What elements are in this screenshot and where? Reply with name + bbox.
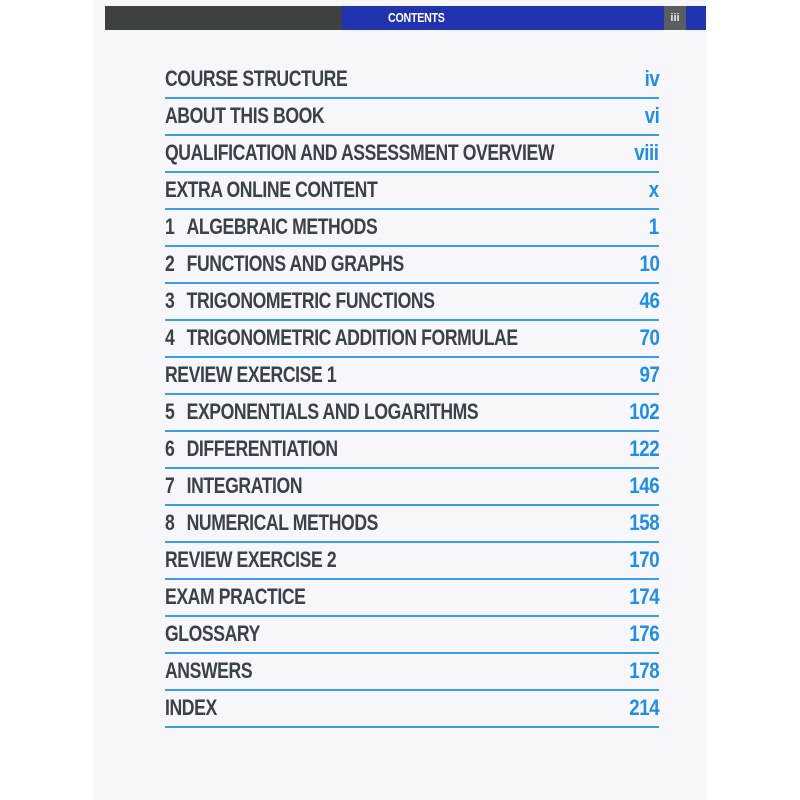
toc-entry-page: 174 (629, 584, 659, 609)
toc-entry-title: DIFFERENTIATION (186, 436, 338, 461)
toc-entry[interactable] (165, 432, 659, 469)
toc-entry-page: viii (634, 140, 659, 165)
chapter-number: 8 (165, 510, 175, 535)
toc-entry-label (165, 658, 252, 684)
toc-entry[interactable] (165, 395, 659, 432)
toc-entry-page: 70 (639, 325, 659, 350)
toc-entry-label (165, 584, 306, 610)
toc-entry-page: 214 (629, 695, 659, 720)
toc-entry-label (165, 547, 336, 573)
toc-entry-label (165, 473, 302, 499)
toc-entry-title: COURSE STRUCTURE (165, 66, 348, 91)
toc-entry-title: EXAM PRACTICE (165, 584, 306, 609)
toc-entry-title: FUNCTIONS AND GRAPHS (186, 251, 404, 276)
toc-entry-page: 46 (639, 288, 659, 313)
toc-entry-label (165, 177, 377, 203)
toc-entry[interactable] (165, 62, 659, 99)
toc-entry-page: 102 (629, 399, 659, 424)
toc-entry-title: REVIEW EXERCISE 2 (165, 547, 337, 572)
toc-entry[interactable] (165, 247, 659, 284)
chapter-number: 4 (165, 325, 175, 350)
toc-entry-label (165, 251, 404, 277)
toc-entry-label (165, 214, 377, 240)
page-header-bar (105, 6, 706, 30)
toc-entry-page: 10 (639, 251, 659, 276)
toc-entry-page: 97 (639, 362, 659, 387)
toc-entry-page: 178 (629, 658, 659, 683)
toc-entry-page: 176 (629, 621, 659, 646)
toc-entry[interactable] (165, 358, 659, 395)
toc-entry-title: QUALIFICATION AND ASSESSMENT OVERVIEW (165, 140, 555, 165)
toc-entry-title: TRIGONOMETRIC ADDITION FORMULAE (186, 325, 518, 350)
toc-entry-label (165, 399, 478, 425)
toc-entry[interactable] (165, 617, 659, 654)
toc-entry[interactable] (165, 173, 659, 210)
table-of-contents (165, 62, 659, 728)
toc-entry-page: 170 (629, 547, 659, 572)
toc-entry-page: x (649, 177, 659, 202)
toc-entry-title: TRIGONOMETRIC FUNCTIONS (186, 288, 435, 313)
toc-entry-label (165, 362, 336, 388)
toc-entry-title: EXTRA ONLINE CONTENT (165, 177, 378, 202)
toc-entry[interactable] (165, 654, 659, 691)
toc-entry[interactable] (165, 580, 659, 617)
chapter-number: 7 (165, 473, 175, 498)
toc-entry-label (165, 510, 378, 536)
toc-entry[interactable] (165, 99, 659, 136)
page-number: iii (664, 6, 686, 30)
toc-entry-page: iv (644, 66, 659, 91)
toc-entry-page: vi (644, 103, 659, 128)
toc-entry[interactable] (165, 210, 659, 247)
toc-entry-title: INTEGRATION (186, 473, 303, 498)
toc-entry-label (165, 66, 347, 92)
chapter-number: 5 (165, 399, 175, 424)
toc-entry-label (165, 436, 338, 462)
toc-entry-title: EXPONENTIALS AND LOGARITHMS (186, 399, 479, 424)
toc-entry[interactable] (165, 136, 659, 173)
chapter-number: 6 (165, 436, 175, 461)
toc-entry-label (165, 103, 324, 129)
toc-entry-page: 122 (629, 436, 659, 461)
toc-entry-title: ALGEBRAIC METHODS (186, 214, 378, 239)
chapter-number: 2 (165, 251, 175, 276)
toc-entry-page: 1 (649, 214, 659, 239)
toc-entry[interactable] (165, 543, 659, 580)
toc-entry-title: ABOUT THIS BOOK (165, 103, 325, 128)
toc-entry-page: 158 (629, 510, 659, 535)
toc-entry[interactable] (165, 469, 659, 506)
toc-entry-title: INDEX (165, 695, 217, 720)
section-title: CONTENTS (388, 10, 445, 25)
toc-entry[interactable] (165, 284, 659, 321)
toc-entry[interactable] (165, 506, 659, 543)
toc-entry-title: NUMERICAL METHODS (186, 510, 378, 535)
toc-entry-title: REVIEW EXERCISE 1 (165, 362, 337, 387)
toc-entry-title: GLOSSARY (165, 621, 260, 646)
toc-entry-page: 146 (629, 473, 659, 498)
toc-entry-title: ANSWERS (165, 658, 253, 683)
chapter-number: 1 (165, 214, 175, 239)
toc-entry[interactable] (165, 321, 659, 358)
header-dark-band (105, 6, 342, 30)
header-blue-band (342, 6, 706, 30)
toc-entry-label (165, 288, 435, 314)
toc-entry[interactable] (165, 691, 659, 728)
chapter-number: 3 (165, 288, 175, 313)
toc-entry-label (165, 695, 217, 721)
toc-entry-label (165, 325, 518, 351)
toc-entry-label (165, 621, 260, 647)
toc-entry-label (165, 140, 554, 166)
